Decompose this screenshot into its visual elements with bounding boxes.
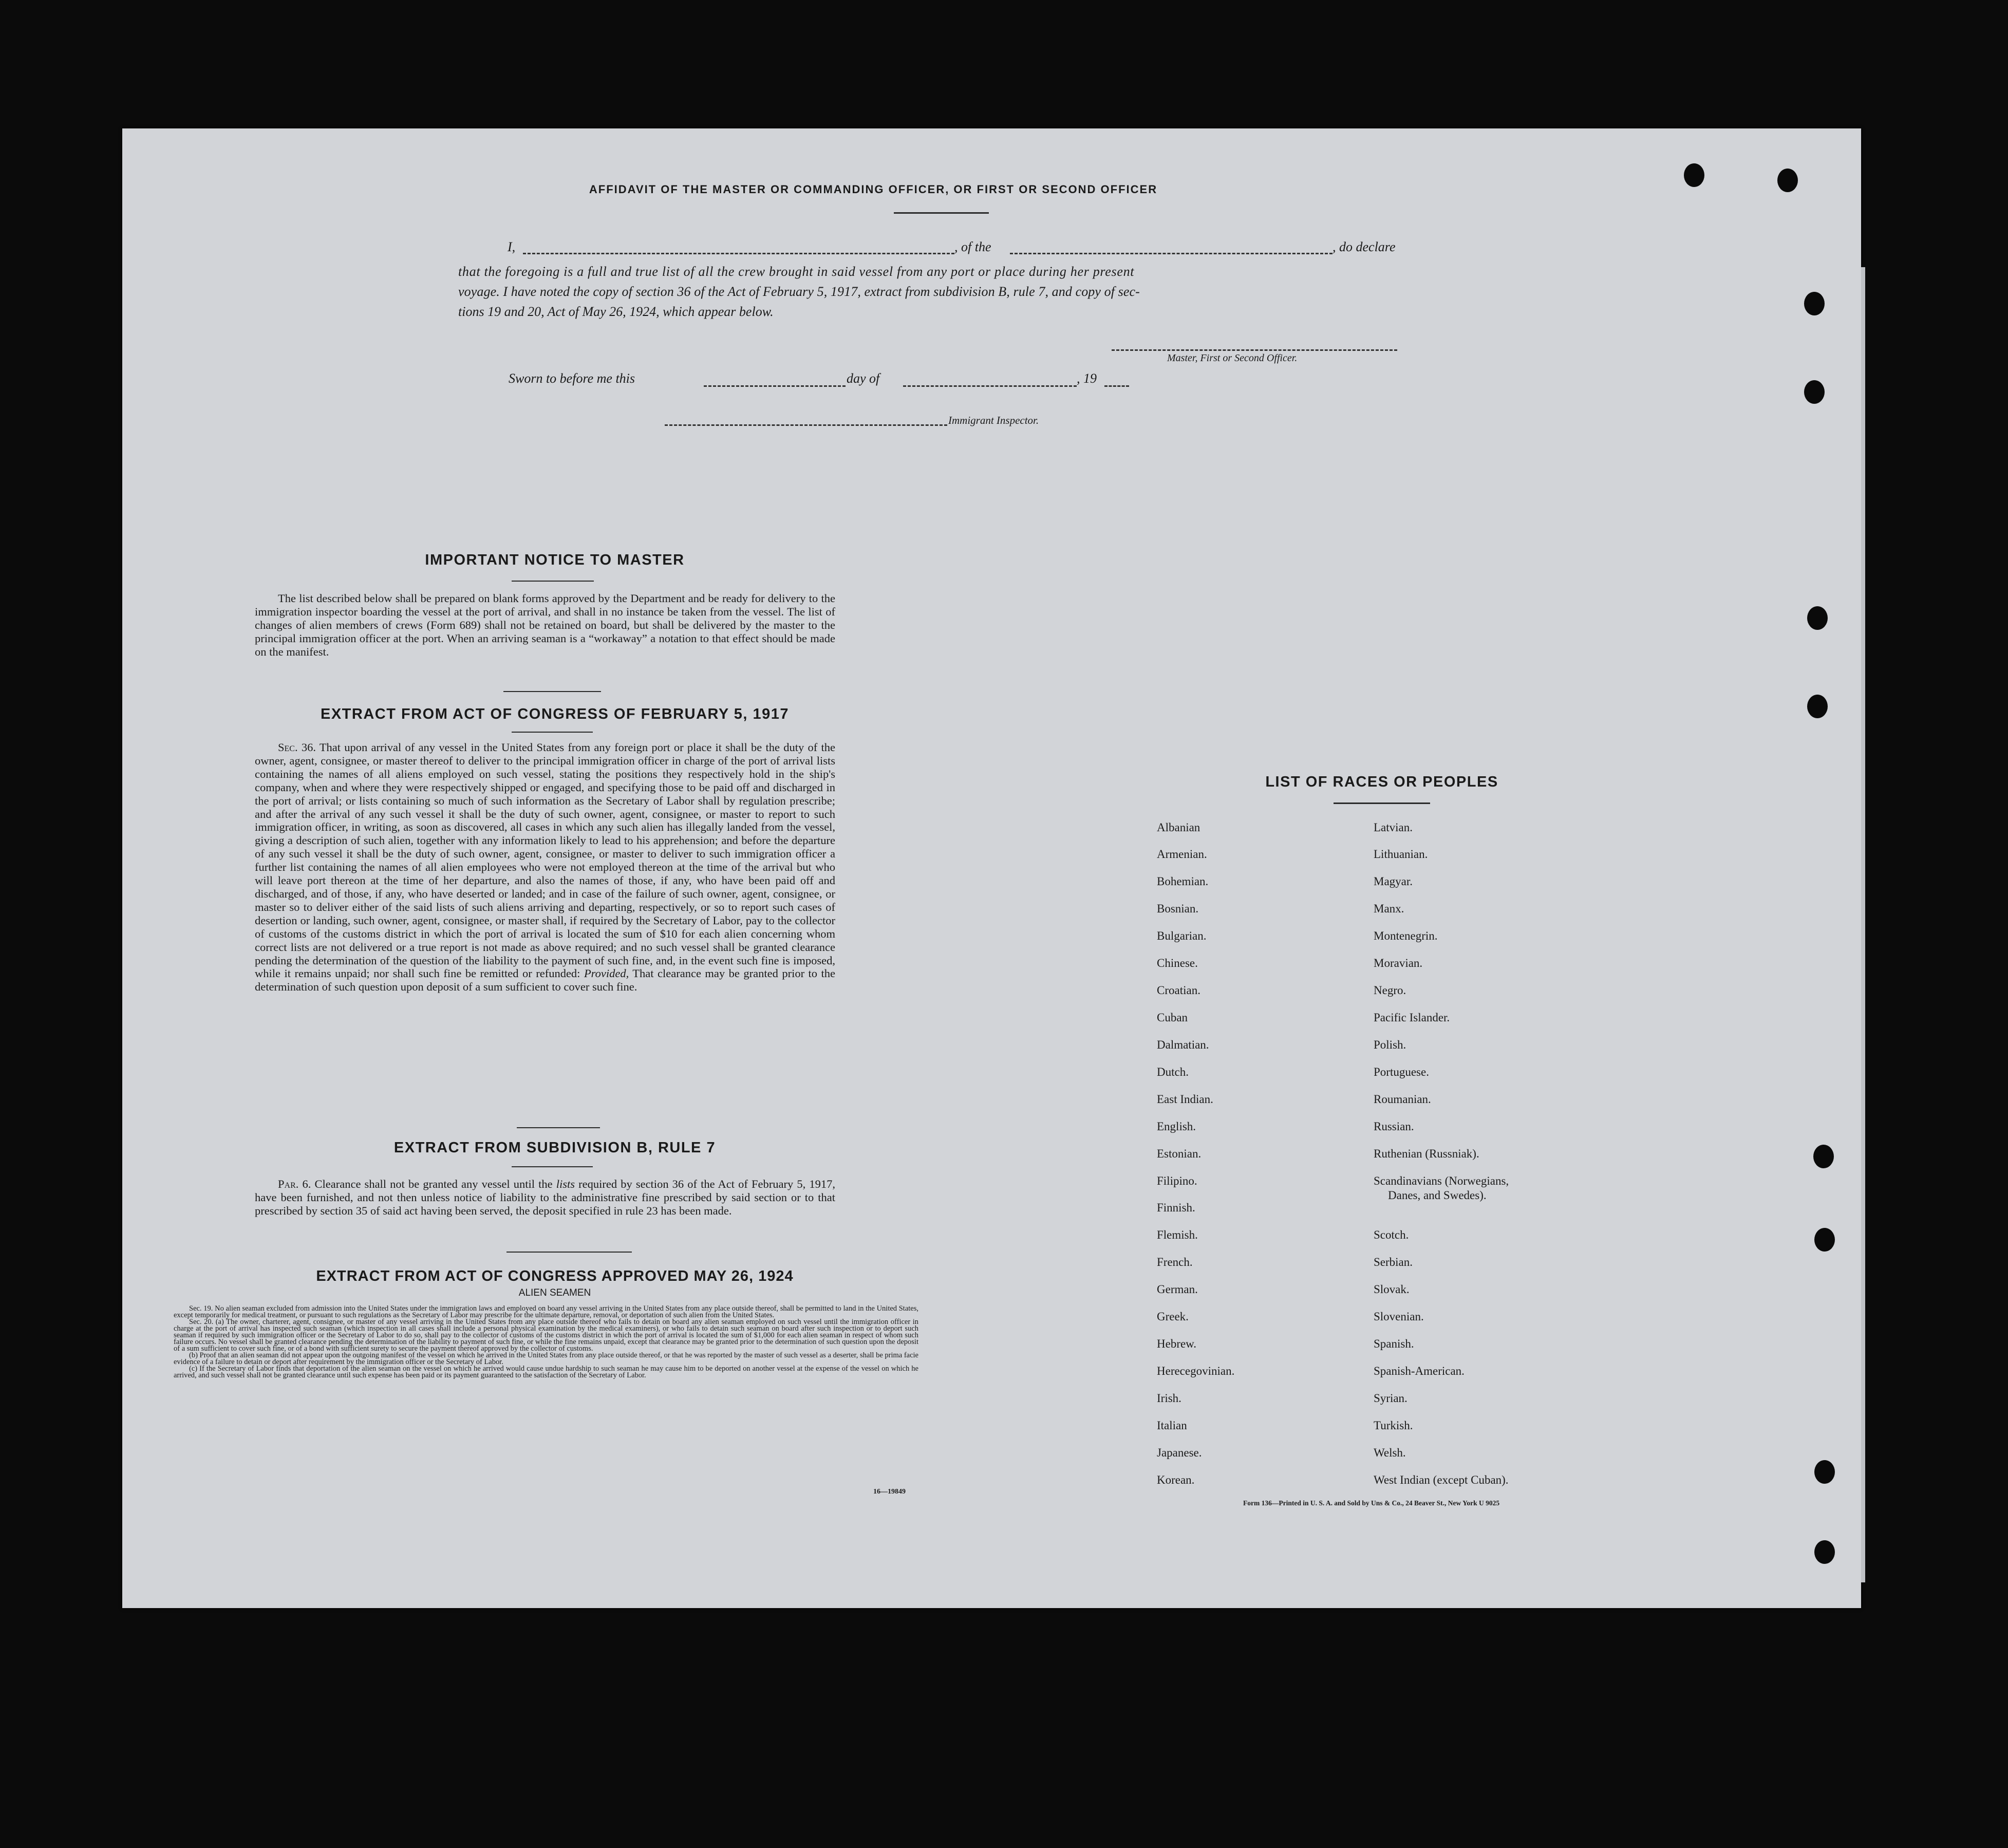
punch-hole (1777, 169, 1798, 192)
race-item: German. (1157, 1283, 1198, 1296)
punch-hole (1807, 606, 1828, 630)
race-item: Herecegovinian. (1157, 1365, 1235, 1377)
sheet-edge (1861, 267, 1865, 1582)
race-item: Welsh. (1374, 1446, 1406, 1459)
extract-1917-underline (512, 732, 593, 733)
race-item: Serbian. (1374, 1256, 1413, 1268)
affidavit-body-line: voyage. I have noted the copy of section 36 of the Act of February 5, 1917, extract from subdivision B, rule 7, and copy of sec- (458, 284, 1140, 299)
extract-1917-title: EXTRACT FROM ACT OF CONGRESS OF FEBRUARY 5, 1917 (320, 706, 790, 722)
race-item: Scandinavians (Norwegians, (1374, 1174, 1509, 1187)
race-item: Ruthenian (Russniak). (1374, 1147, 1479, 1160)
race-item: Portuguese. (1374, 1066, 1429, 1078)
sec-36-body: That upon arrival of any vessel in the United States from any foreign port or place it shall be the duty of the owner, agent, consignee, or master thereof to deliver to the principal immigration officer in charge of the port of arrival lists containing the names of all aliens employed on such vessel, stating the positions they respectively hold in the ship's company, when and where they were respectively shipped or engaged, and specifying those to be paid off and discharged in the port of arrival; or lists containing so much of such information as the Secretary of Labor shall by regulation prescribe; and after the arrival of any such vessel it shall be the duty of such owner, agent, consignee, or master to report to such immigration officer, in writing, as soon as discovered, all cases in which any such alien has illegally landed from the vessel, giving a description of such alien, together with any information likely to lead to his apprehension; and before the departure of any such vessel it shall be the duty of such owner, agent, consignee, or master to deliver to such immigration officer a further list containing the names of all alien employees who were not employed thereon at the time of the arrival but who will leave port thereon at the time of her departure, and also the names of those, if any, who have been paid off and discharged, and of those, if any, who have deserted or landed; and in case of the failure of such owner, agent, consignee, or master so to deliver either of the said lists of such aliens arriving and departing, respectively, or so to report such cases of desertion or landing, such owner, agent, consignee, or master shall, if required by the Secretary of Labor, pay to the collector of customs of the customs district in which the port of arrival is located the sum of $10 for each alien concerning whom correct lists are not delivered or a true report is not made as above required; and no such vessel shall be granted clearance pending the determination of the question of the liability to the payment of such fine, and, in the event such fine is imposed, while it remains unpaid; nor shall such fine be remitted or refunded: (255, 741, 835, 980)
sec-20c-paragraph: (c) If the Secretary of Labor finds that deportation of the alien seaman on the vessel on which he arrived would cause undue hardship to such seaman he may cause him to be deported on another vessel at the expense of the vessel on which he arrived, and such vessel shall not be granted clearance until such expense has been paid or its payment guaranteed to the satisfaction of the Secretary of Labor. (174, 1365, 918, 1379)
race-item: Magyar. (1374, 875, 1413, 888)
punch-hole (1804, 380, 1825, 404)
sworn-day-line[interactable] (704, 385, 846, 387)
race-item: Korean. (1157, 1473, 1195, 1486)
race-item: Slovenian. (1374, 1310, 1424, 1323)
race-item: Cuban (1157, 1011, 1188, 1024)
race-item: Hebrew. (1157, 1337, 1197, 1350)
race-item: Lithuanian. (1374, 848, 1428, 861)
inspector-signature-line[interactable] (665, 424, 947, 426)
notice-text (255, 592, 835, 659)
race-item: Dutch. (1157, 1066, 1189, 1078)
race-item: Syrian. (1374, 1392, 1408, 1405)
extract-1924-text (174, 1305, 918, 1379)
sworn-year-prefix: , 19 (1077, 371, 1097, 386)
punch-hole (1814, 1540, 1835, 1564)
sworn-year-line[interactable] (1104, 385, 1129, 387)
race-item: Armenian. (1157, 848, 1207, 861)
name-blank-line[interactable] (523, 253, 954, 254)
race-item: Bosnian. (1157, 902, 1199, 915)
form-print-line: Form 136—Printed in U. S. A. and Sold by Uns & Co., 24 Beaver St., New York U 9025 (1243, 1499, 1500, 1507)
sec-36-body-end: That clearance may be granted prior to the determination of such question upon deposit of a sum sufficient to cover such fine. (255, 967, 836, 994)
extract-1924-title: EXTRACT FROM ACT OF CONGRESS APPROVED MAY 26, 1924 (316, 1268, 794, 1284)
race-item: Turkish. (1374, 1419, 1413, 1432)
par-6-body: Clearance shall not be granted any vessel until the (314, 1178, 553, 1190)
race-item: Latvian. (1374, 821, 1413, 834)
punch-hole (1807, 695, 1828, 718)
race-item: Spanish-American. (1374, 1365, 1465, 1377)
punch-hole (1813, 1145, 1834, 1168)
race-item: Finnish. (1157, 1201, 1195, 1214)
race-item: Filipino. (1157, 1174, 1197, 1187)
race-item: Montenegrin. (1374, 929, 1438, 942)
sworn-day-of: day of (847, 371, 880, 386)
title-underline (894, 212, 989, 214)
extract-1917-text (255, 741, 835, 994)
par-6-body-end: required by section 36 of the Act of February 5, 1917, have been furnished, and not then unless notice of liability to the administrative fine prescribed by said section or to that prescribed by section 35 of said act having been served, the deposit specified in rule 23 has been made. (255, 1178, 835, 1217)
sec-36-label: Sec. 36. (278, 741, 316, 754)
race-item: Dalmatian. (1157, 1038, 1209, 1051)
signature-caption: Master, First or Second Officer. (1167, 352, 1298, 364)
race-item: Bulgarian. (1157, 929, 1207, 942)
par-6-label: Par. 6. (278, 1178, 311, 1190)
punch-hole (1814, 1228, 1835, 1252)
section-divider (506, 1252, 632, 1253)
race-item: Croatian. (1157, 984, 1200, 997)
races-title: LIST OF RACES OR PEOPLES (1265, 774, 1498, 790)
race-item: French. (1157, 1256, 1193, 1268)
punch-hole (1804, 292, 1825, 315)
punch-hole (1684, 163, 1704, 187)
race-item: Pacific Islander. (1374, 1011, 1450, 1024)
notice-title: IMPORTANT NOTICE TO MASTER (425, 552, 685, 568)
races-underline (1334, 802, 1430, 804)
signature-line[interactable] (1112, 349, 1397, 351)
punch-hole (1814, 1460, 1835, 1484)
affidavit-do-declare: , do declare (1333, 239, 1396, 254)
race-item: Japanese. (1157, 1446, 1202, 1459)
sworn-month-line[interactable] (903, 385, 1077, 387)
race-item: Albanian (1157, 821, 1200, 834)
affidavit-i-label: I, (508, 239, 516, 254)
race-item: Slovak. (1374, 1283, 1410, 1296)
notice-paragraph: The list described below shall be prepared on blank forms approved by the Department and be ready for delivery to the immigration inspector boarding the vessel at the port of arrival, and shall in no instance be taken from the vessel. The list of changes of alien members of crews (Form 689) shall not be retained on board, but shall be delivered by the master to the principal immigration officer at the port. When an arriving seaman is a “workaway” a notation to that effect should be made on the manifest. (255, 592, 835, 658)
print-code: 16—19849 (873, 1488, 906, 1496)
race-item: Russian. (1374, 1120, 1414, 1133)
race-item: Greek. (1157, 1310, 1189, 1323)
race-item: Roumanian. (1374, 1093, 1431, 1106)
race-item: Italian (1157, 1419, 1187, 1432)
affidavit-body-line: that the foregoing is a full and true list of all the crew brought in said vessel from any port or place during her present (458, 264, 1135, 279)
race-item: Manx. (1374, 902, 1404, 915)
sworn-prefix: Sworn to before me this (509, 371, 635, 386)
affidavit-of-the-label: , of the (954, 239, 991, 254)
race-item: Polish. (1374, 1038, 1406, 1051)
race-item: East Indian. (1157, 1093, 1213, 1106)
sec-20b-paragraph: (b) Proof that an alien seaman did not appear upon the outgoing manifest of the vessel on which he arrived in the United States from any place outside thereof, or that he was reported by the master of such vessel as a deserter, shall be prima facie evidence of a failure to detain or deport after requirement by the immigration officer or the Secretary of Labor. (174, 1351, 918, 1366)
subdivision-b-text (255, 1178, 835, 1218)
race-item: Scotch. (1374, 1228, 1409, 1241)
race-item: English. (1157, 1120, 1196, 1133)
vessel-blank-line[interactable] (1010, 253, 1333, 254)
provided-label: Provided, (584, 967, 629, 980)
subdivision-b-underline (512, 1166, 593, 1167)
race-item: Estonian. (1157, 1147, 1202, 1160)
race-item: Danes, and Swedes). (1388, 1189, 1487, 1202)
affidavit-title: AFFIDAVIT OF THE MASTER OR COMMANDING OFFICER, OR FIRST OR SECOND OFFICER (589, 183, 1158, 196)
race-item: West Indian (except Cuban). (1374, 1473, 1509, 1486)
race-item: Moravian. (1374, 957, 1423, 969)
notice-underline (512, 581, 594, 582)
subdivision-b-title: EXTRACT FROM SUBDIVISION B, RULE 7 (393, 1140, 716, 1156)
extract-1924-subtitle: ALIEN SEAMEN (518, 1287, 591, 1298)
section-divider (517, 1127, 600, 1128)
inspector-caption: Immigrant Inspector. (948, 414, 1039, 426)
lists-word: lists (556, 1178, 575, 1190)
affidavit-body-line: tions 19 and 20, Act of May 26, 1924, which appear below. (458, 304, 774, 319)
sec-20a-paragraph: Sec. 20. (a) The owner, charterer, agent, consignee, or master of any vessel arriving in the United States from any place outside thereof who fails to detain on board any alien seaman employed on such vessel until the immigration officer in charge at the port of arrival has inspected such seaman (which inspection in all cases shall include a personal physical examination by the medical examiners), or who fails to detain such seaman on board after such inspection or to deport such seaman if required by such immigration officer or the Secretary of Labor to do so, shall pay to the collector of customs of the customs district in which the port of arrival is located the sum of $1,000 for each alien seaman in respect of whom such failure occurs. No vessel shall be granted clearance pending the determination of the liability to payment of such fine, or while the fine remains unpaid, except that clearance may be granted prior to the determination of such question upon the deposit of a sum sufficient to cover such fine, or of a bond with sufficient surety to secure the payment thereof approved by the collector of customs. (174, 1318, 918, 1353)
race-item: Bohemian. (1157, 875, 1209, 888)
race-item: Negro. (1374, 984, 1406, 997)
race-item: Chinese. (1157, 957, 1198, 969)
race-item: Flemish. (1157, 1228, 1198, 1241)
section-divider (503, 691, 601, 692)
race-item: Spanish. (1374, 1337, 1414, 1350)
sec-19-paragraph: Sec. 19. No alien seaman excluded from admission into the United States under the immigration laws and employed on board any vessel arriving in the United States from any place outside thereof, shall be permitted to land in the United States, except temporarily for medical treatment, or pursuant to such regulations as the Secretary of Labor may prescribe for the ultimate departure, removal, or deportation of such alien from the United States. (174, 1304, 918, 1319)
race-item: Irish. (1157, 1392, 1181, 1405)
